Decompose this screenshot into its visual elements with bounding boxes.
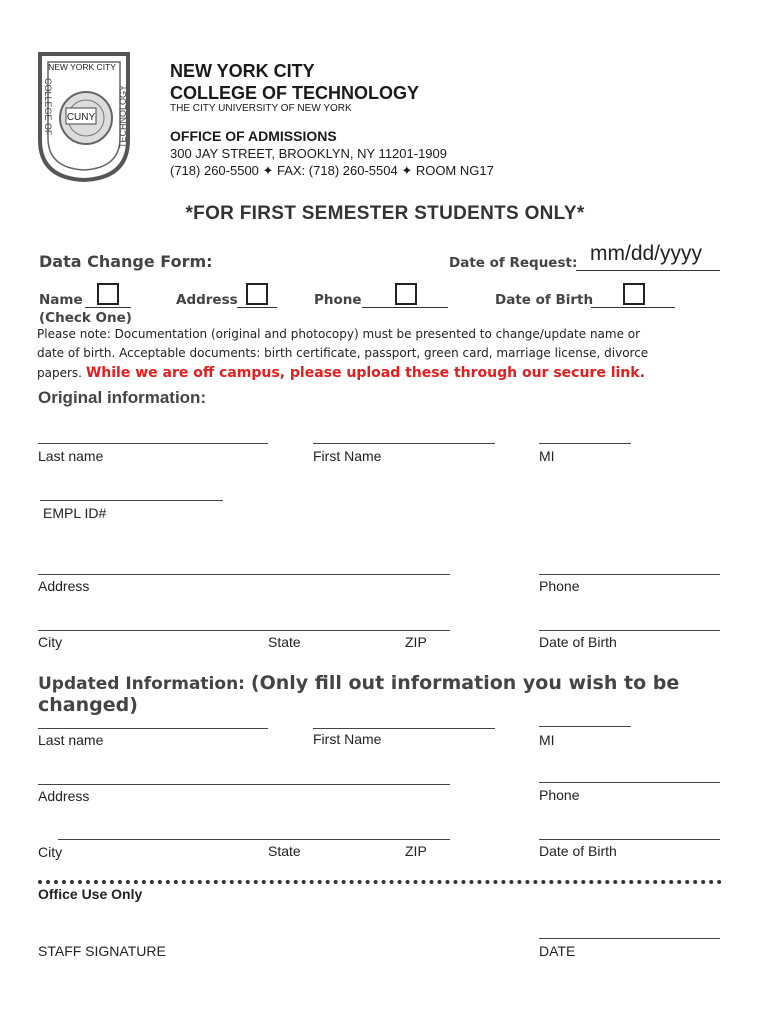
date-of-request-line [576,270,720,271]
updated-address-label: Address [38,788,90,804]
updated-information-title: Updated Information: [38,674,245,694]
documentation-note-line1: Please note: Documentation (original and photocopy) must be presented to change/update name or [37,327,641,341]
original-mi-field[interactable] [539,443,631,444]
updated-information-heading [38,672,770,716]
original-last-name-label: Last name [38,448,104,464]
institution-name [170,60,419,104]
updated-phone-label: Phone [539,787,580,803]
updated-address-field[interactable] [38,784,450,785]
original-address-field[interactable] [38,574,450,575]
office-date-label: DATE [539,943,576,959]
updated-information-note: (Only fill out information you wish to be changed) [38,672,680,716]
name-option-label: Name [39,292,83,308]
original-zip-label: ZIP [405,634,427,650]
original-address-label: Address [38,578,90,594]
updated-zip-label: ZIP [405,843,427,859]
office-phone: (718) 260-5500 ✦ FAX: (718) 260-5504 ✦ ROOM NG17 [170,163,494,178]
updated-dob-label: Date of Birth [539,843,617,859]
original-phone-label: Phone [539,578,580,594]
updated-state-label: State [268,843,301,859]
university-name: THE CITY UNIVERSITY OF NEW YORK [170,103,352,114]
original-first-name-label: First Name [313,448,382,464]
name-checkbox[interactable] [97,283,119,305]
office-name: OFFICE OF ADMISSIONS [170,128,337,144]
seal-cuny-text: CUNY [66,112,96,123]
original-mi-label: MI [539,448,555,464]
original-city-state-zip-field[interactable] [38,630,450,631]
documentation-note-line3 [37,365,645,381]
original-empl-id-label: EMPL ID# [43,505,107,521]
institution-line1: NEW YORK CITY [170,61,315,81]
updated-phone-field[interactable] [539,782,720,783]
updated-mi-label: MI [539,732,555,748]
address-checkbox[interactable] [246,283,268,305]
first-semester-banner: *FOR FIRST SEMESTER STUDENTS ONLY* [185,203,585,224]
college-seal-logo [34,48,132,184]
check-one-hint: (Check One) [39,310,132,326]
address-option-line [237,307,277,308]
dob-checkbox[interactable] [623,283,645,305]
seal-top-text: NEW YORK CITY [48,62,116,72]
date-of-request-label: Date of Request: [449,255,578,271]
dob-option-label: Date of Birth [495,292,594,308]
updated-city-state-zip-field[interactable] [58,839,450,840]
staff-signature-label: STAFF SIGNATURE [38,943,166,959]
original-first-name-field[interactable] [313,443,495,444]
address-option-label: Address [176,292,238,308]
institution-line2: COLLEGE OF TECHNOLOGY [170,83,420,103]
original-phone-field[interactable] [539,574,720,575]
updated-first-name-label: First Name [313,731,382,747]
office-use-heading: Office Use Only [38,886,143,902]
updated-mi-field[interactable] [539,726,631,727]
office-date-field[interactable] [539,938,720,939]
seal-right-text: TECHNOLOGY [118,84,128,148]
original-information-heading: Original information: [38,388,207,407]
phone-checkbox[interactable] [395,283,417,305]
original-last-name-field[interactable] [38,443,268,444]
original-dob-field[interactable] [539,630,720,631]
office-use-divider [38,880,722,884]
phone-option-label: Phone [314,292,362,308]
original-dob-label: Date of Birth [539,634,617,650]
seal-left-text: COLLEGE OF [43,78,53,136]
office-address: 300 JAY STREET, BROOKLYN, NY 11201-1909 [170,146,447,161]
original-city-label: City [38,634,63,650]
updated-dob-field[interactable] [539,839,720,840]
name-option-line [85,307,131,308]
updated-last-name-field[interactable] [38,728,268,729]
updated-city-label: City [38,844,63,860]
updated-first-name-field[interactable] [313,728,495,729]
dob-option-line [591,307,675,308]
documentation-note-line2: date of birth. Acceptable documents: birth certificate, passport, green card, marriage license, divorce [37,346,649,360]
date-of-request-field[interactable]: mm/dd/yyyy [590,242,703,265]
form-title: Data Change Form: [39,252,213,271]
secure-upload-notice: While we are off campus, please upload these through our secure link. [85,365,645,381]
phone-option-line [362,307,448,308]
documentation-note-papers: papers. [37,366,82,380]
original-state-label: State [268,634,301,650]
original-empl-id-field[interactable] [40,500,223,501]
updated-last-name-label: Last name [38,732,104,748]
